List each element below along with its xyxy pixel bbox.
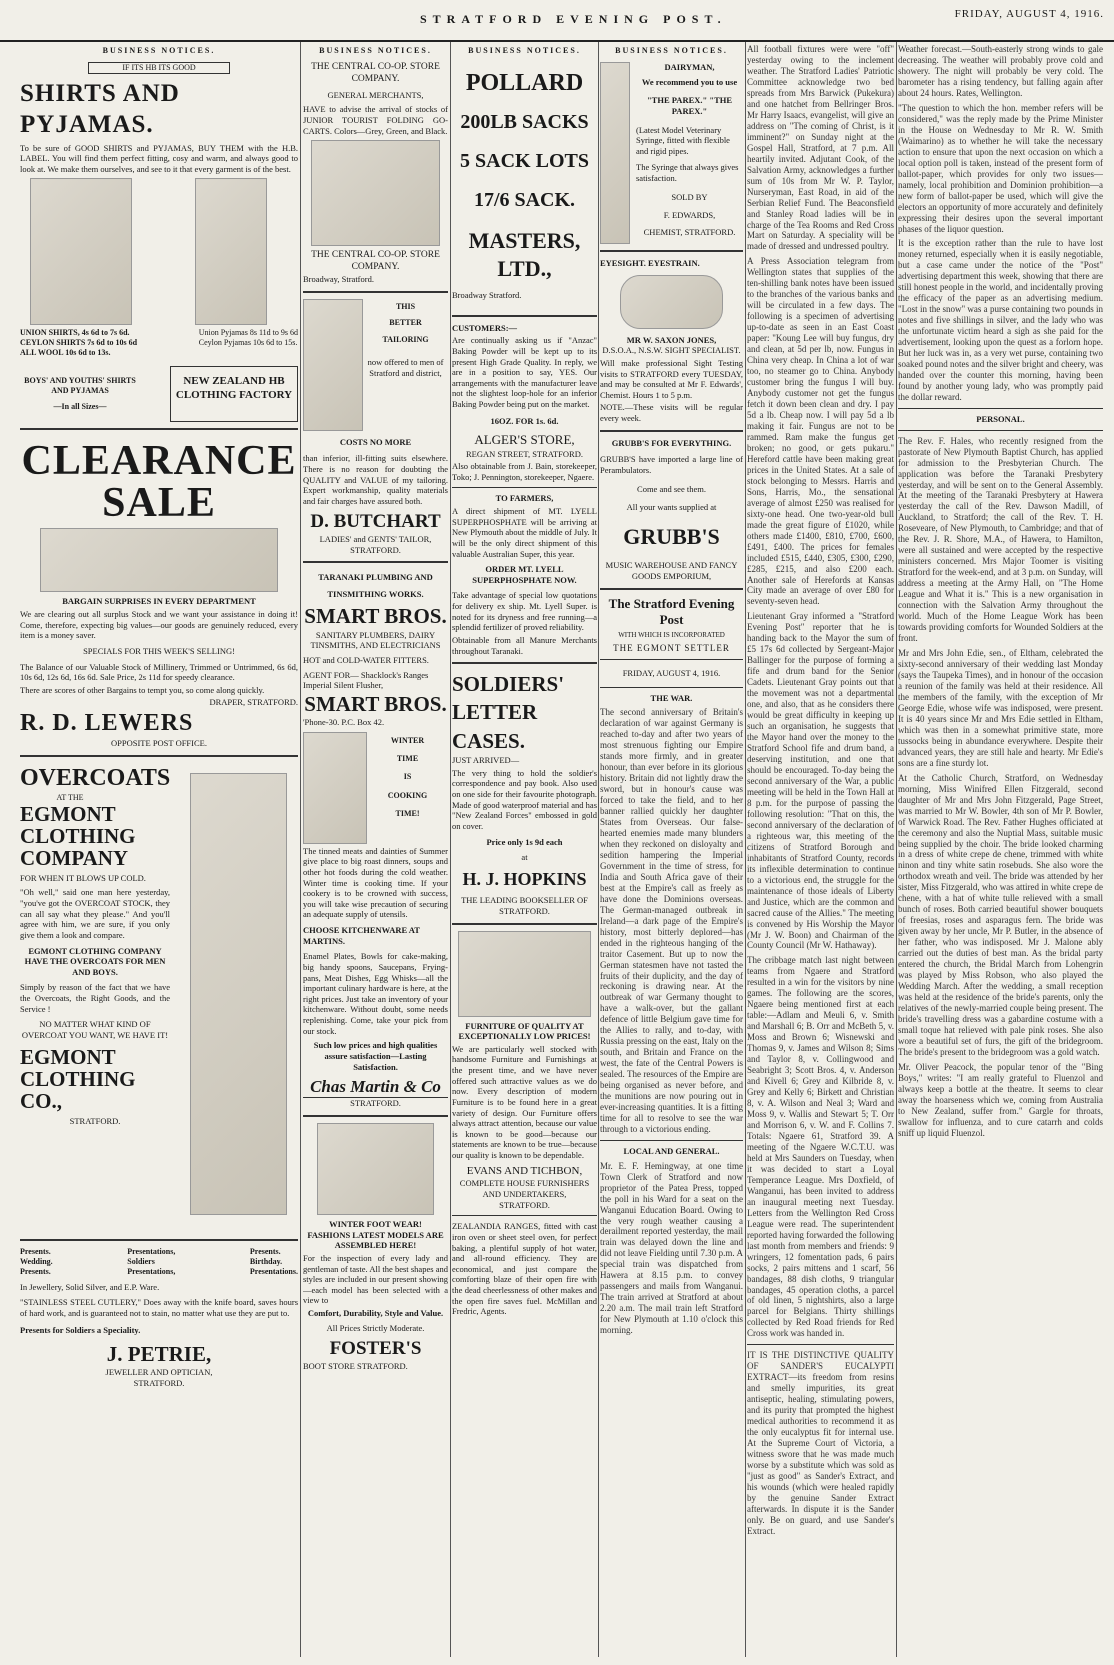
- presents-word: Presents.: [20, 1246, 51, 1256]
- sold-by: SOLD BY: [671, 191, 708, 202]
- column-rule: [745, 42, 746, 1657]
- martin-signature: Chas Martin & Co: [303, 1076, 448, 1098]
- clearance-body: We are clearing out all surplus Stock and we want your assistance in doing it! Come, therefore, expecting big values—our goods are genuinely reduced, every item is a money saver.: [20, 609, 298, 641]
- furniture-illustration: [458, 931, 591, 1017]
- pollard-price: 17/6 SACK.: [473, 189, 576, 211]
- costs-body: than inferior, ill-fitting suits elsewhere. There is no reason for doubting the QUALITY and VALUE of my tailoring. Expert workmanship, quality materials and fair charges have assured both.: [303, 453, 448, 506]
- overcoat-simply: Simply by reason of the fact that we have the Overcoats, the Right Goods, and the Service !: [20, 982, 170, 1014]
- column-rule: [450, 42, 451, 1657]
- prices-line: All Prices Strictly Moderate.: [326, 1322, 425, 1333]
- stainless-line: "STAINLESS STEEL CUTLERY," Does away with the knife board, saves hours of hard work, and is guaranteed not to stain, no matter what use they are put to.: [20, 1297, 298, 1318]
- petrie-town: STRATFORD.: [133, 1378, 185, 1388]
- peacock-advert: Mr. Oliver Peacock, the popular tenor of the "Bing Boys," writes: "I am really grateful to Fluenzol and always keep a bottle at the theatre. It seems to clear away the hoarseness which we, coming from Australia to New Zealand, suffer from." Gargle for throats, swallow for influenza, and to cure catarrh and colds sniff up liquid Fluenzol.: [898, 1061, 1103, 1138]
- price-line: UNION SHIRTS, 4s 6d to 7s 6d.: [20, 328, 130, 338]
- parex-satisfaction: The Syringe that always gives satisfaction.: [636, 162, 739, 183]
- tailoring-word: THIS: [395, 301, 416, 311]
- saxon-name: MR W. SAXON JONES,: [626, 334, 717, 345]
- winter-word: COOKING: [387, 790, 428, 800]
- news-item: All football fixtures were were "off" yesterday owing to the inclement weather. The Stratford Ladies' Patriotic Committee acknowledge two bed spreads from Mrs Barwick (Pukekura) and one hatchet from Bellringer Bros. Mr Harry Isaacs, evangelist, will give an address on "The coming of Christ, is it imminent?" on Sunday night at the Gospel Hall, Stratford, at 7 p.m. All heartily invited. Adjutant Cook, of the Salvation Army, acknowledges a further sum of 10s from Mr W. P. Taylor, Nurseryman, East Road, in aid of the Serbian Relief Fund. The Beaconsfield and Stanley Road ladies will be in charge of the Tea Rooms and Red Cross Mart on Saturday. A speciality will be made of dressed and undressed poultry.: [747, 44, 894, 252]
- grubbs-come: Come and see them.: [637, 483, 706, 494]
- egmont-footer: EGMONT CLOTHING CO.,: [20, 1044, 136, 1113]
- egmont-town: STRATFORD.: [69, 1115, 121, 1126]
- grubbs-heading: GRUBB'S FOR EVERYTHING.: [611, 437, 732, 448]
- fashions-line: FASHIONS LATEST MODELS ARE ASSEMBLED HERE!: [307, 1229, 444, 1251]
- clearance-figures-illustration: [40, 528, 278, 592]
- presents-word: Presents.: [20, 1266, 51, 1276]
- news-item: It is the exception rather than the rule to have lost money returned, especially when it is easily negotiable, but a case came under the notice of the "Post" advertising department this week, showing that there are still honest people in the world, and incidentally proving the efficacy of the paper as an advertising medium. "Lost in the snow" was a purse containing two pounds in notes and five shillings in silver, and the lady who was the unfortunate victim heard a sigh as she paid for the advertisement, looking upon the quest as a forlorn hope. But her luck was in, as a very wet purse, containing two soaked pound notes and the silver bright and cheery, was handed over the counter this morning, having been found by another young lady, who was promptly paid the dollar reward.: [898, 238, 1103, 403]
- price-line: CEYLON SHIRTS 7s 6d to 10s 6d: [20, 338, 138, 348]
- column-3: [452, 42, 597, 1657]
- letter-cases-arrived: JUST ARRIVED—: [452, 755, 520, 766]
- smart-agent: AGENT FOR— Shacklock's Ranges Imperial Silent Flusher,: [303, 669, 429, 691]
- egmont-heading: EGMONT CLOTHING COMPANY: [20, 801, 136, 870]
- post-incorporated: WITH WHICH IS INCORPORATED: [618, 631, 725, 639]
- post-settler: THE EGMONT SETTLER: [613, 642, 730, 653]
- shirts-body: To be sure of GOOD SHIRTS and PYJAMAS, BUY THEM with the H.B. LABEL. You will find them perfect fitting, cosy and warm, and always good to look at. We make them ourselves, and see to it that every garment is of the best.: [20, 142, 298, 174]
- smart-phone: 'Phone-30. P.C. Box 42.: [303, 717, 385, 727]
- war-heading: THE WAR.: [650, 692, 693, 703]
- petrie-trade: JEWELLER AND OPTICIAN,: [105, 1367, 213, 1378]
- winter-word: WINTER: [390, 735, 425, 745]
- winter-word: IS: [403, 772, 412, 782]
- presents-word: Wedding.: [20, 1256, 53, 1266]
- lyell-direct: A direct shipment of MT. LYELL SUPERPHOSPHATE will be arriving at New Plymouth about the middle of July. It will be the only direct shipment of this valuable Australian Super, this year.: [452, 506, 597, 559]
- edie-article: Mr and Mrs John Edie, sen., of Eltham, celebrated the sixty-second anniversary of their wedding last Monday (says the Taupeka Times), and in honour of the occasion a reunion of the family was held at their residence. All the members of the family, with the exception of Mr George Edie, whose wife was indisposed, were present. It is 40 years since Mr and Mrs Edie settled in Eltham, which was then in a somewhat primitive state, more tussocks being in abundance everywhere. Despite their advanced years, they are still hale and hearty. Mr Edie's sons are a fine sturdy lot.: [898, 648, 1103, 768]
- alger-address: REGAN STREET, STRATFORD.: [466, 448, 583, 459]
- hb-tag: IF ITS HB ITS GOOD: [88, 62, 230, 74]
- presents-word: Birthday.: [249, 1256, 283, 1266]
- personal-heading: PERSONAL.: [976, 414, 1025, 424]
- fosters-address: BOOT STORE STRATFORD.: [303, 1361, 408, 1371]
- shirt-prices: [20, 328, 137, 358]
- news-item: Lieutenant Gray informed a "Stratford Evening Post" reporter that he is handing back to the Mayor the sum of £5 17s 6d collected by Sergeant-Major Ballinger for the purpose of forming a fife and drum band for the Senior Cadets. Lieutenant Gray points out that the movement was not a departmental one, and also, that as he considers there would be great difficulty in keeping up such an organisation, he suggests that the Mayor hand over the money to the Stratford School fife and drum band, a deserving institution, and one that should be encouraged. To-day being the second anniversary of the War, a public meeting will be held in the Town Hall at 8 p.m. for the purpose of passing the following resolution: "That on this, the second anniversary of the declaration of a righteous war, this meeting of the citizens of Stratford Borough and inhabitants of Stratford County, records its inflexible determination to continue to a victorious end, the struggle for the maintenance of those ideals of Liberty and Justice, which are the common and sacred cause of the Allies." The meeting is convened by His Worship the Mayor (Mr J. W. Boon) and Chairman of the County Council (Mr W. Hathaway).: [747, 611, 894, 951]
- man-in-pyjamas-illustration: [195, 178, 267, 325]
- hopkins-name: H. J. HOPKINS: [462, 868, 587, 889]
- local-heading: LOCAL AND GENERAL.: [623, 1146, 720, 1157]
- price-line: ALL WOOL 10s 6d to 13s.: [20, 348, 111, 358]
- news-item: "The question to which the hon. member refers will be considered," was the reply made by the Prime Minister in the House on Wednesday to Mr R. W. Smith (Waimarino) as to whether he will take the necessary action to ensure that upon the next occasion on which a local option poll is taken, instead of the present form of ballot-paper, which provides for only two issues—namely, local prohibition and Dominion prohibition—a new form of ballot-paper be used, which will give the electors an opportunity of more accurately and definitely expressing their desires upon the several important phases of the liquor question.: [898, 102, 1103, 234]
- smart-bros-2: SMART BROS.: [304, 691, 447, 716]
- at-label: at: [521, 852, 528, 863]
- butchart-trade: LADIES' and GENTS' TAILOR,: [319, 534, 432, 545]
- column-1: [20, 42, 298, 1657]
- martin-town: STRATFORD.: [350, 1098, 401, 1109]
- foot-body: For the inspection of every lady and gentleman of taste. All the best shapes and styles are included in our present showing—each model has been selected with a view to: [303, 1252, 448, 1306]
- specials-heading: SPECIALS FOR THIS WEEK'S SELLING!: [83, 645, 235, 656]
- grubbs-name: GRUBB'S: [623, 523, 720, 549]
- alger-name: ALGER'S STORE,: [474, 432, 575, 448]
- edwards-name: F. EDWARDS,: [663, 210, 716, 221]
- parex-heading: "THE PAREX." "THE PAREX.": [646, 95, 733, 116]
- spectacles-illustration: [620, 275, 723, 329]
- tinned-body: The tinned meats and dainties of Summer give place to big roast dinners, soups and other hot foods during the cold weather. Winter time is cooking time. If your cookery is to be crowned with success, you will take wise precaution of securing an adequate supply of utensils.: [303, 845, 448, 920]
- section-label: BUSINESS NOTICES.: [319, 46, 432, 55]
- presents-word: Presents.: [249, 1246, 281, 1256]
- grubbs-music: MUSIC WAREHOUSE AND FANCY GOODS EMPORIUM,: [605, 560, 738, 581]
- lewers-address: OPPOSITE POST OFFICE.: [111, 738, 207, 748]
- such-line: Such low prices and high qualities assure satisfaction—Lasting Satisfaction.: [313, 1040, 438, 1072]
- scores-line: There are scores of other Bargains to tempt you, so come along quickly.: [20, 684, 265, 695]
- man-in-overcoat-illustration: [190, 773, 287, 1215]
- tailoring-word: BETTER: [389, 318, 422, 328]
- man-in-shirt-illustration: [30, 178, 132, 325]
- taranaki-heading: TARANAKI PLUMBING AND TINSMITHING WORKS.: [318, 572, 433, 600]
- customers-heading: CUSTOMERS:—: [452, 322, 518, 333]
- parex-latest: (Latest Model Veterinary Syringe, fitted with flexible and rigid pipes.: [636, 124, 730, 156]
- blows-line: FOR WHEN IT BLOWS UP COLD.: [20, 872, 146, 883]
- local-article: Mr. E. F. Hemingway, at one time Town Clerk of Stratford and now proprietor of the Patea Press, topped the poll in his Ward for a seat on the Wanganui Education Board. Owing to the very rough weather causing a derailment reported yesterday, the mail train was delayed down the line and did not leave Fielding until 7.30 p.m. A special train was dispatched from Hawera at 8.15 p.m. to convey passengers and mails from Wanganui. The train arrived at Stratford at about 2.20 a.m. The mail train left Stratford for New Plymouth at 1.10 o'clock this morning.: [600, 1160, 743, 1336]
- saxon-body: Will make professional Sight Testing visits to STRATFORD every TUESDAY, and may be consulted at Mr F. Edwards', Chemist. Hours 1 to 5 p.m.: [600, 357, 743, 400]
- presents-word: Presentations,: [127, 1246, 176, 1256]
- letter-cases-heading: SOLDIERS' LETTER CASES.: [452, 672, 565, 753]
- syringe-illustration: [600, 62, 630, 244]
- coop-name-2: THE CENTRAL CO-OP. STORE COMPANY.: [311, 250, 440, 273]
- section-label: BUSINESS NOTICES.: [102, 46, 216, 55]
- pyjama-prices: [199, 328, 298, 358]
- price-line: Union Pyjamas 8s 11d to 9s 6d: [198, 328, 298, 338]
- comfort-line: Comfort, Durability, Style and Value.: [307, 1308, 444, 1318]
- column-rule: [598, 42, 599, 1657]
- tailoring-body: now offered to men of Stratford and district,: [367, 357, 444, 379]
- lyell-order: ORDER MT. LYELL SUPERPHOSPHATE NOW.: [472, 564, 577, 585]
- sanders-advert: IT IS THE DISTINCTIVE QUALITY OF SANDER'S EUCALYPTI EXTRACT—its freedom from resins and smelly impurities, its great antiseptic, healing, stimulating powers, and its purity that prompted the highest medical authorities to recommend it as the only eucalyptus fit for internal use. At the Supreme Court of Victoria, a witness swore that he was made much worse by a substitute which was sold as "just as good" as Sander's Extract, and his wounds (which were healed rapidly by the genuine Sander Extract afterwards. In dispute it is the Sander only. Be on guard, and use Sander's Extract.: [747, 1350, 894, 1536]
- coop-trade: GENERAL MERCHANTS,: [327, 89, 424, 100]
- shirts-title: SHIRTS AND PYJAMAS.: [20, 80, 180, 139]
- masters-name: MASTERS, LTD.,: [468, 228, 581, 281]
- eyesight-heading: EYESIGHT. EYESTRAIN.: [600, 258, 700, 268]
- lewers-name: R. D. LEWERS: [20, 710, 194, 736]
- presents-word: Presentations.: [249, 1266, 298, 1276]
- bargain-line: BARGAIN SURPRISES IN EVERY DEPARTMENT: [62, 596, 256, 607]
- coop-arrival: HAVE to advise the arrival of stocks of JUNIOR TOURIST FOLDING GO-CARTS. Colors—Grey, Green, and Black.: [303, 104, 448, 136]
- weather-forecast: Weather forecast.—South-easterly strong winds to gale decreasing. The weather will probably prove cold and showery. The night will probably be very cold. The barometer has a rising tendency, but falling again after about 24 hours. Rates, Wellington.: [898, 44, 1103, 98]
- letter-cases-price: Price only 1s 9d each: [486, 836, 563, 847]
- draper-line: DRAPER, STRATFORD.: [209, 697, 298, 708]
- column-2: [303, 42, 448, 1657]
- smart-bros: SMART BROS.: [304, 604, 447, 629]
- saxon-title: D.S.O.A., N.S.W. SIGHT SPECIALIST.: [602, 345, 741, 356]
- overcoats-heading: OVERCOATS: [20, 764, 171, 791]
- evans-trade: COMPLETE HOUSE FURNISHERS AND UNDERTAKERS,: [459, 1178, 590, 1200]
- column-6: [898, 42, 1103, 1657]
- price-line: Ceylon Pyjamas 10s 6d to 15s.: [198, 338, 298, 348]
- alger-obtain: Also obtainable from J. Bain, storekeeper, Toko; J. Pennington, storekeeper, Ngaere.: [452, 461, 597, 482]
- jewellery-line: In Jewellery, Solid Silver, and E.P. Ware.: [20, 1281, 160, 1292]
- wedding-article: At the Catholic Church, Stratford, on Wednesday morning, Miss Winifred Ellen Fitzgerald, second daughter of Mr and Mrs John Fitzgerald, Page Street, was married to Mr W. Bowler, 4th son of Mr P. Bowler, of Warwick Road. The Rev. Father Hughes officiated at the ceremony and also the Nuptial Mass, suitable music being supplied by the choir. The bride looked charming in a dress of white crepe de chene, trimmed with white ninon and tiny white satin rosebuds. She also wore the orthodox wreath and veil. The bride was attended by her sister, Miss Fitzgerald, who was attired in white crepe de chene, with a hat of white tulle relieved with a small bunch of roses. Both carried beautiful shower bouquets of freesias, roses and asparagus fern. The bride was given away by her uncle, Mr P. Butler, in the absence of her father, who was indisposed. Mr J. Malone ably carried out the duties of best man. As the bridal party entered the church, the Bridal March from Lohengrin was played by Miss Robson, who also played the Wedding March. After the wedding, a small reception was held at the residence of the bride's parents, only the relatives of the newly-married couple being present. The bride's travelling dress was a gabardine costume with a small toque hat relieved with pale pink roses. She also wore a beautiful set of furs, the gift of the bridegroom. The bride's present to the bridegroom was a gold watch.: [898, 772, 1103, 1057]
- evans-town: STRATFORD.: [499, 1199, 550, 1210]
- farmers-heading: TO FARMERS,: [495, 493, 554, 504]
- column-4: [600, 42, 743, 1657]
- presents-grid: [20, 1247, 298, 1277]
- butchart-town: STRATFORD.: [350, 544, 401, 555]
- anzac-price: 16OZ. FOR 1s. 6d.: [490, 415, 559, 426]
- coop-name: THE CENTRAL CO-OP. STORE COMPANY.: [311, 62, 440, 84]
- pollard-sacks: 200LB SACKS: [460, 111, 589, 133]
- masthead-title: STRATFORD EVENING POST.: [420, 12, 727, 26]
- tailored-man-illustration: [303, 299, 363, 431]
- enamel-body: Enamel Plates, Bowls for cake-making, big handy spoons, Saucepans, Frying-pans, Meat Dishes, Egg Whisks—all the important culinary hardware is here, at the right prices. Just take an inventory of your kitchenware. Without doubt, some needs replenishing. Come, take your pick from our stock.: [303, 951, 448, 1036]
- recommend-line: We recommend you to use: [641, 76, 738, 87]
- presents-word: Presentations,: [127, 1266, 176, 1276]
- furniture-heading: FURNITURE OF QUALITY AT EXCEPTIONALLY LOW PRICES!: [458, 1020, 591, 1042]
- pollard-lots: 5 SACK LOTS: [460, 150, 589, 172]
- choose-heading: CHOOSE KITCHENWARE AT MARTINS.: [303, 925, 420, 946]
- specials-body: The Balance of our Valuable Stock of Millinery, Trimmed or Untrimmed, 6s 6d, 10s 6d, 12s 6d, 16s 6d. Sale Price, 2s 11d for speedy clearance.: [20, 661, 298, 683]
- hb-factory-logo: NEW ZEALAND HB CLOTHING FACTORY: [170, 366, 298, 422]
- zealandia-body: ZEALANDIA RANGES, fitted with cast iron oven or sheet steel oven, for perfect baking, a plentiful supply of hot water, and all-round efficiency. They are economical, and just compare the comforting blaze of their open fire with the dead cheerlessness of other makes and the open fire saves fuel. McMillan and Fredric, Agents.: [452, 1221, 597, 1317]
- petrie-name: J. PETRIE,: [106, 1342, 212, 1367]
- post-nameplate: The Stratford Evening Post: [608, 595, 735, 627]
- at-the-label: AT THE: [56, 792, 84, 802]
- furniture-body: We are particularly well stocked with handsome Furniture and Furnishings at the present time, and we have never offered such attractive values as we do now. Every description of modern Furniture is to be found here in a great variety of design. Our Furniture offers always attract attention, because our value is known to be good—because our statements are known to be true—because our quality is known to be dependable.: [452, 1043, 597, 1161]
- news-item: A Press Association telegram from Wellington states that supplies of the ten-shilling bank notes have been issued to the branches of the various banks and will be circulated in a few days. The following is a specimen of advertising up-to-date as seen in an East Coast paper: "Koung Lee will buy fungus, dry and clean, at 5d per lb, now. Fungus in China very cheap. In China a lot of war too, no steamer go to China. Anybody customer bring the fungus I will buy. Anybody customer not get the fungus fetch it down been clean and dry. I pay 5d a lb. Cheap now. I will pay 5d a lb making it fair. Fungus are not to be rammed. Ram make the fungus get broken; no good, or gets pukaru." Hereford cattle have been making great prices in the United States. At a sale of stock belonging to Messrs. Harris and Sons, Harris, Mo., the sensational average of almost £250 was realised for sixty-one head. One two-year-old bull made the great figure of £1020, while others made £1400, £810, £700, £600, £491, £400. The prices for females included £515, £440, £305, £300, £290, £285, £215, and also £200 each. Another sale of Herefords at Kansas City made an average of over £80 for seventy-seven head.: [747, 256, 894, 607]
- grubbs-all: All your wants supplied at: [626, 502, 717, 513]
- tailoring-word: TAILORING: [382, 335, 429, 345]
- boys-heading: BOYS' AND YOUTHS' SHIRTS AND PYJAMAS: [24, 376, 136, 396]
- fosters-name: FOSTER'S: [329, 1338, 422, 1360]
- overcoat-have: EGMONT CLOTHING COMPANY HAVE THE OVERCOATS FOR MEN AND BOYS.: [24, 945, 166, 977]
- anzac-body: Are continually asking us if "Anzac" Baking Powder will be kept up to its present High Grade Quality. In reply, we are in a position to say, YES. Our arrangements with the manufacturer leave not the slightest loop-hole for an inferior Baking Powder being put on the market.: [452, 335, 597, 409]
- winter-word: TIME!: [395, 809, 420, 819]
- saxon-note: NOTE.—These visits will be regular every week.: [600, 402, 743, 423]
- smart-hot: HOT and COLD-WATER FITTERS.: [303, 654, 429, 665]
- butchart-name: D. BUTCHART: [310, 511, 441, 533]
- shoe-illustration: [317, 1123, 434, 1215]
- pollard-heading: POLLARD: [465, 70, 584, 96]
- overcoat-quote: "Oh well," said one man here yesterday, "you've got the OVERCOAT STOCK, they can all say what they please." And you'll agree with him, we are sure, if you only give them a look and compare.: [20, 887, 170, 940]
- column-5: [747, 42, 894, 1657]
- war-article: The second anniversary of Britain's declaration of war against Germany is reached to-day and after two years of most strenuous fighting our Empire stands more firmly, and in greater honour, than ever before in its glorious history. Britain did not lightly draw the sword, but in honour's cause was forced to take the field, and to her banner rallied quickly her daughter States from Overseas. Our false-hearted enemies made many blunders when they reckoned on disloyalty and sedition hampering the Imperial Government in the time of stress, for India and South Africa gave of their best at the Empire's call as freely as have done the Dominions overseas. The German-managed outbreak in Ireland—a dark page of the Empire's history, most bitterly deplored—has ended in the righteous hanging of the traitor Casement. But up to now the German statesmen have not tasted the fruits of their duplicity, and the day of reckoning is drawing near. At the outbreak of war Germany thought to have a walk-over, but the gallant defence of little Belgium gave time for the Allies to rally, and to-day, with Russia pressing on the east, Italy on the south, and Britain and France on the west, the fate of the Central Powers is sealed. The resources of the Empire are being organised as never before, and the munitions are now pouring out in ever-increasing quantities. It is a fitting time for all to resolve to see the war through to a victorious ending.: [600, 707, 743, 1135]
- dairyman-heading: DAIRYMAN,: [664, 62, 715, 72]
- lyell-advantage: Take advantage of special low quotations for delivery ex ship. Mt. Lyell Super. is noted for its dryness and free running—a splendid fertilizer of proved reliability.: [452, 590, 597, 633]
- coop-address: Broadway, Stratford.: [303, 274, 374, 284]
- winter-word: TIME: [396, 754, 419, 764]
- go-cart-illustration: [311, 140, 440, 246]
- overcoat-no-matter: NO MATTER WHAT KIND OF OVERCOAT YOU WANT, WE HAVE IT!: [21, 1019, 169, 1040]
- masthead-date: FRIDAY, AUGUST 4, 1916.: [954, 8, 1104, 20]
- evans-name: EVANS AND TICHBON,: [466, 1164, 583, 1177]
- post-date: FRIDAY, AUGUST 4, 1916.: [622, 668, 721, 678]
- letter-cases-body: The very thing to hold the soldier's correspondence and pay book. Also used on one side for their favourite photograph. Made of good waterproof material and has "New Zealand Forces" embossed in gold on cover.: [452, 767, 597, 831]
- smart-sanitary: SANITARY PLUMBERS, DAIRY TINSMITHS, AND ELECTRICIANS: [310, 629, 441, 651]
- column-rule: [300, 42, 301, 1657]
- masters-address: Broadway Stratford.: [452, 290, 522, 300]
- lyell-obtainable: Obtainable from all Manure Merchants throughout Taranaki.: [452, 634, 597, 656]
- section-label: BUSINESS NOTICES.: [468, 46, 581, 55]
- shirts-illustration: [20, 178, 298, 328]
- cook-illustration: [303, 732, 367, 844]
- column-rule: [896, 42, 897, 1657]
- section-label: BUSINESS NOTICES.: [615, 46, 728, 55]
- hopkins-trade: THE LEADING BOOKSELLER OF STRATFORD.: [461, 895, 588, 916]
- presents-word: Soldiers: [127, 1256, 155, 1266]
- costs-heading: COSTS NO MORE: [339, 436, 412, 447]
- edwards-trade: CHEMIST, STRATFORD.: [643, 226, 736, 237]
- personal-article: The Rev. F. Hales, who recently resigned from the pastorate of New Plymouth Baptist Church, has applied for admission to the Presbyterian Church. The application was before the Taranaki Presbytery yesterday, and will be sent on to the General Assembly. At the meeting of the Taranaki Presbytery at Hawera yesterday the call of the Rev. Dawson Madill, of Auckland, to Stratford; the call of the Rev. T. H. Roseveare, of New Plymouth, to Cambridge; and that of the Rev. J. R. Shore, M.A., of Hawera, to Hamilton, were all sustained and were accepted by the respective ministers concerned. Mrs Major Toomer is visiting Stratford for the week-end, and at 3 p.m. on Sunday, will address a meeting at the Army Hall, on "The Home League and What it is." This is a new organisation in connection with the Salvation Army throughout the world. Much of the Home League Work has been towards providing comforts for Wounded Soldiers at the front.: [898, 435, 1103, 644]
- soldiers-presents: Presents for Soldiers a Speciality.: [20, 1324, 141, 1335]
- winter-foot: WINTER FOOT WEAR!: [329, 1219, 422, 1229]
- masthead: [0, 0, 1114, 42]
- news-item: The cribbage match last night between teams from Ngaere and Stratford resulted in a win for the visitors by nine games. The following are the scores, Ngaere being mentioned first at each table:—Adlam and Meuli 6, v. Smith and Marshall 6; B. Orr and McBeth 5, v. Moss and Brown 6; Wisnewski and Thomas 9, v. James and Wilson 8; Sims and Taylor 8, v. Collingwood and Seabright 3; Scott Bros. 4, v. Anderson and Kivell 6; Grey and Kilbride 8, v. Grey and Kelly 6; Birkett and Christian 8, v. A. Wilson and Neal 3; Ward and Moss 9, v. Wallis and Stewart 5; T. Orr and Morrison 6, v. W. and F. Collins 7. Totals: Ngaere 61, Stratford 39. A meeting of the Ngaere W.C.T.U. was held at Mrs Saunders on Tuesday, when it was decided to start a Loyal Temperance League. Mrs Doxfield, of Wanganui, has been invited to address an inaugural meeting next Tuesday. Letters from the Wellington Red Cross League were read. The superintendent reported having forwarded the following last month from members and friends: 9 wringers, 12 fomentation pads, 6 pairs socks, 2 pairs mittens and 1 scarf, 56 bandages, 88 dish cloths, 9 triangular bandages, 45 operation cloths, a parcel of old linen, 5 nightshirts, also a large parcel for Belgians. Thirty shillings collected by Red Road friends for Red Cross work was handed in.: [747, 955, 894, 1339]
- boys-sizes: —In all Sizes—: [53, 402, 107, 412]
- clearance-heading: CLEARANCE SALE: [21, 438, 297, 527]
- grubbs-body: GRUBB'S have imported a large line of Perambulators.: [600, 454, 743, 475]
